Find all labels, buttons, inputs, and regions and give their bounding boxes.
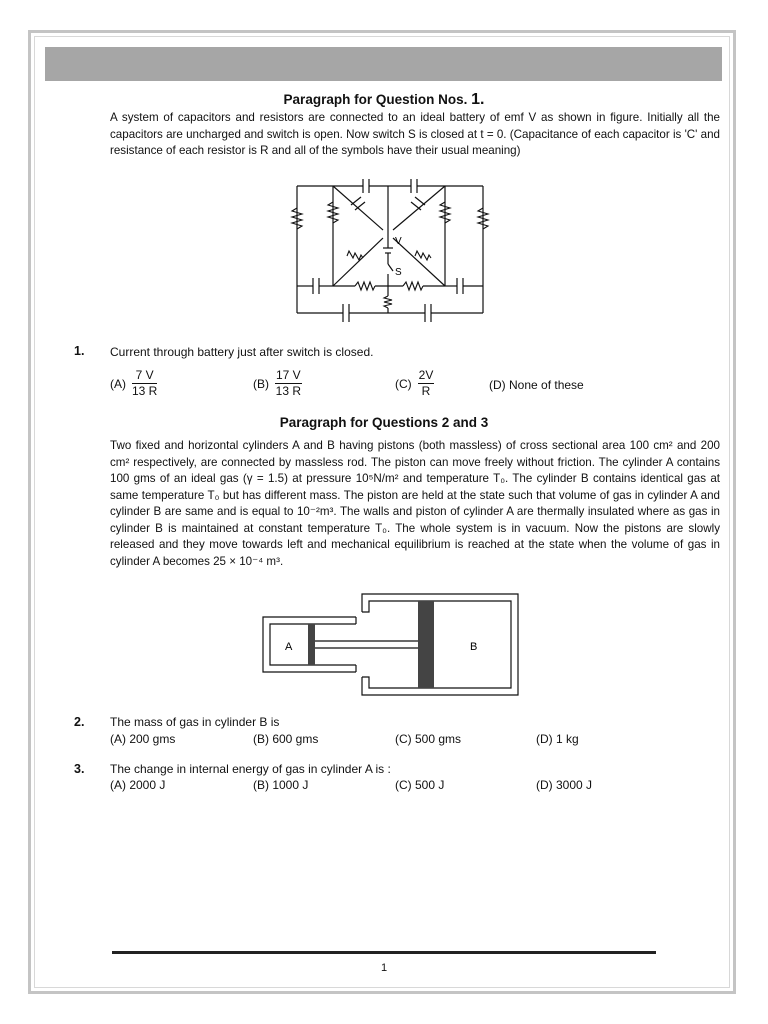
question-1-text: Current through battery just after switch is closed. — [110, 345, 374, 359]
paragraph-2-body: Two fixed and horizontal cylinders A and B having pistons (both massless) of cross sectional area 100 cm² and 200 cm² respectively, are connected by massless rod. The piston can move freely without friction. The cylinder A contains 100 gms of an ideal gas (γ = 1.5) at pressure 10⁵N/m² and temperature T₀. The cylinder B contains identical gas at same temperature T₀ but has different mass. The piston are held at the state such that volume of gas in cylinder A and cylinder B are same and is equal to 10⁻²m³. The walls and piston of cylinder A are thermally insulated where as gas in cylinder B is maintained at constant temperature T₀. The whole system is in vacuum. Now the pistons are slowly released and they move towards left and mechanical equilibrium is reached at the state when the volume of gas in cylinder A becomes 25 × 10⁻⁴ m³. — [110, 439, 720, 568]
question-2-text: The mass of gas in cylinder B is — [110, 715, 280, 729]
option-c-denominator: R — [421, 384, 431, 398]
question-3-option-b: (B) 1000 J — [253, 778, 309, 792]
option-c-numerator: 2V — [418, 368, 434, 382]
option-b-denominator: 13 R — [275, 384, 302, 398]
option-d-label: (D) — [489, 378, 506, 392]
option-b-fraction — [275, 368, 302, 399]
paragraph-1-heading-number: 1. — [471, 91, 485, 108]
question-1-option-b — [253, 368, 302, 399]
question-1-option-d — [489, 378, 584, 392]
option-b-label: (B) — [253, 376, 269, 391]
question-1-number: 1. — [74, 344, 85, 358]
question-3-option-c: (C) 500 J — [395, 778, 445, 792]
option-b-numerator: 17 V — [276, 368, 301, 382]
paragraph-1-heading-text: Paragraph for Question Nos. — [283, 92, 468, 107]
paragraph-2-heading: Paragraph for Questions 2 and 3 — [279, 415, 489, 430]
switch-label: S — [395, 267, 402, 278]
question-3-option-d: (D) 3000 J — [536, 778, 593, 792]
question-2-option-a: (A) 200 gms — [110, 732, 176, 746]
paragraph-1-body: A system of capacitors and resistors are connected to an ideal battery of emf V as shown in figure. Initially all the capacitors are uncharged and switch is open. Now switch S is closed at t = 0. (Capacitance of each capacitor is 'C' and resistance of each resistor is R and all of the symbols have their usual meaning) — [110, 111, 720, 157]
option-a-fraction — [132, 368, 157, 399]
question-2-option-d: (D) 1 kg — [536, 732, 579, 746]
option-a-denominator: 13 R — [132, 384, 158, 398]
option-c-fraction — [418, 368, 435, 399]
question-2-option-b: (B) 600 gms — [253, 732, 319, 746]
header-bar — [45, 47, 722, 81]
option-a-label: (A) — [110, 376, 126, 391]
footer-divider — [112, 951, 656, 954]
circuit-diagram — [285, 178, 495, 328]
question-1-option-a — [110, 368, 157, 399]
cylinder-a-label: A — [285, 641, 293, 653]
question-3-option-a: (A) 2000 J — [110, 778, 166, 792]
question-1-option-c — [395, 368, 434, 399]
cylinder-b-label: B — [470, 641, 478, 653]
paragraph-1-heading — [0, 91, 768, 109]
battery-label: V — [395, 236, 402, 247]
question-2-option-c: (C) 500 gms — [395, 732, 462, 746]
page-number: 1 — [380, 962, 388, 974]
question-3-number: 3. — [74, 762, 85, 776]
option-d-text: None of these — [509, 378, 584, 392]
question-2-number: 2. — [74, 715, 85, 729]
option-c-label: (C) — [395, 376, 412, 391]
question-3-text: The change in internal energy of gas in cylinder A is : — [110, 762, 391, 776]
cylinder-diagram — [260, 592, 522, 700]
option-a-numerator: 7 V — [132, 368, 157, 384]
